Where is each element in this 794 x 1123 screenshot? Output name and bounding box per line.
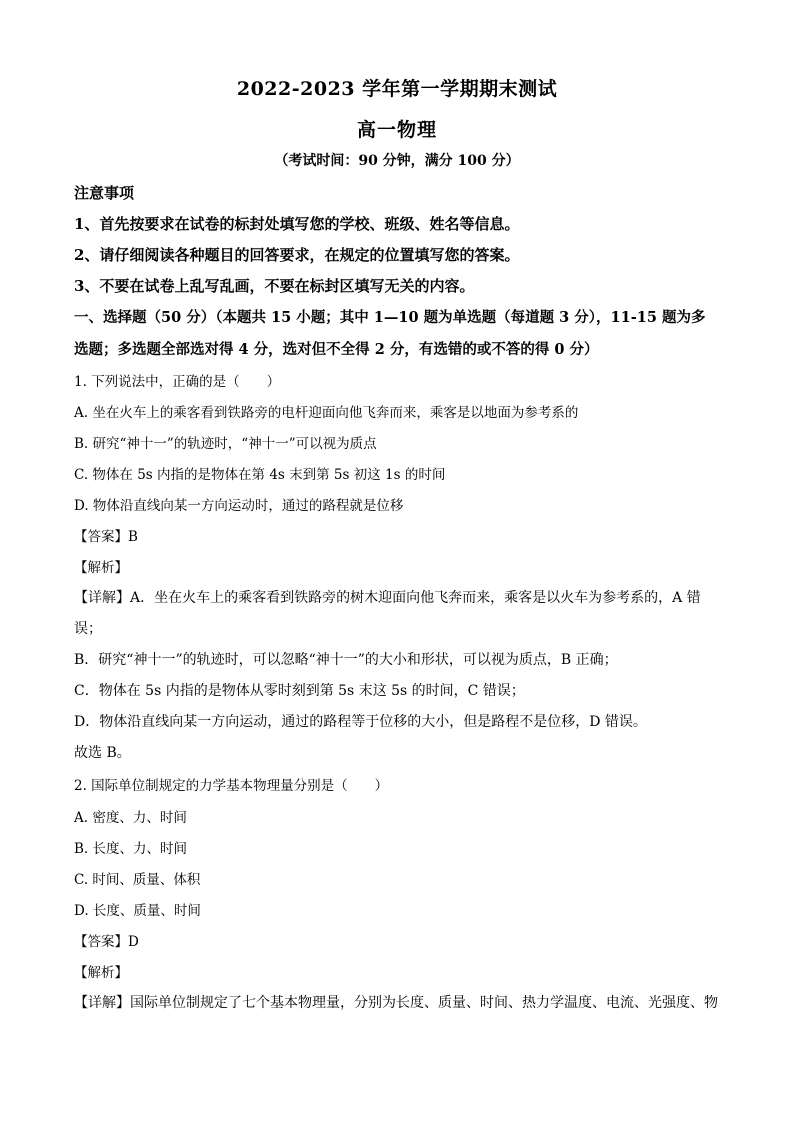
detail-line: D．物体沿直线向某一方向运动，通过的路程等于位移的大小，但是路程不是位移，D 错误。 — [74, 714, 647, 730]
notice-item: 2、请仔细阅读各种题目的回答要求，在规定的位置填写您的答案。 — [74, 246, 520, 264]
section-heading: 一、选择题（50 分）（本题共 15 小题；其中 1—10 题为单选题（每道题 3 分），11-15 题为多 — [74, 309, 706, 326]
analysis-label: 【解析】 — [74, 560, 128, 576]
section-heading-cont: 选题；多选题全部选对得 4 分，选对但不全得 2 分，有选错的或不答的得 0 分） — [74, 341, 599, 358]
answer-label: 【答案】D — [74, 934, 139, 950]
detail-line: 故选 B。 — [74, 745, 131, 761]
notice-heading: 注意事项 — [74, 184, 135, 202]
answer-label: 【答案】B — [74, 529, 138, 545]
detail-line: 误； — [74, 621, 102, 637]
question-option: B. 研究“神十一”的轨迹时，“神十一”可以视为质点 — [74, 436, 377, 452]
detail-line: C．物体在 5s 内指的是物体从零时刻到第 5s 末这 5s 的时间，C 错误； — [74, 683, 525, 699]
question-option: C. 物体在 5s 内指的是物体在第 4s 末到第 5s 初这 1s 的时间 — [74, 467, 446, 483]
question-option: B. 长度、力、时间 — [74, 841, 188, 857]
question-option: D. 物体沿直线向某一方向运动时，通过的路程就是位移 — [74, 498, 404, 514]
detail-line: 【详解】国际单位制规定了七个基本物理量，分别为长度、质量、时间、热力学温度、电流、光强度、物 — [74, 995, 718, 1011]
question-option: D. 长度、质量、时间 — [74, 903, 201, 919]
detail-line: B．研究“神十一”的轨迹时，可以忽略“神十一”的大小和形状，可以视为质点，B 正确； — [74, 652, 618, 668]
question-option: A. 坐在火车上的乘客看到铁路旁的电杆迎面向他飞奔而来，乘客是以地面为参考系的 — [74, 405, 579, 421]
notice-item: 3、不要在试卷上乱写乱画，不要在标封区填写无关的内容。 — [74, 277, 475, 295]
question-option: A. 密度、力、时间 — [74, 810, 187, 826]
subject-title: 高一物理 — [356, 119, 437, 141]
exam-title: 2022-2023 学年第一学期期末测试 — [236, 78, 558, 100]
exam-info: （考试时间：90 分钟，满分 100 分） — [274, 153, 520, 169]
question-stem: 1. 下列说法中，正确的是（ ） — [74, 374, 281, 390]
notice-item: 1、首先按要求在试卷的标封处填写您的学校、班级、姓名等信息。 — [74, 215, 520, 233]
question-stem: 2. 国际单位制规定的力学基本物理量分别是（ ） — [74, 778, 389, 794]
analysis-label: 【解析】 — [74, 965, 128, 981]
question-option: C. 时间、质量、体积 — [74, 872, 201, 888]
detail-line: 【详解】A．坐在火车上的乘客看到铁路旁的树木迎面向他飞奔而来，乘客是以火车为参考系的，A 错 — [74, 590, 701, 606]
